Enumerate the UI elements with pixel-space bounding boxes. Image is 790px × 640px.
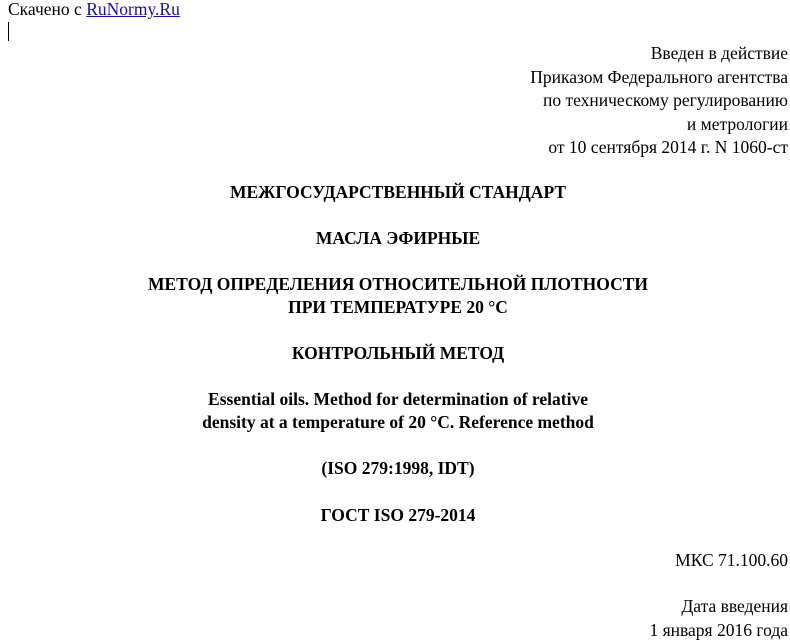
- approval-line-2: Приказом Федерального агентства: [530, 67, 788, 87]
- title-line-1: МАСЛА ЭФИРНЫЕ: [315, 228, 481, 248]
- title-line-4: КОНТРОЛЬНЫЙ МЕТОД: [291, 343, 505, 363]
- text-cursor: [8, 22, 9, 41]
- gost-code: ГОСТ ISO 279-2014: [320, 505, 476, 525]
- title-line-3: ПРИ ТЕМПЕРАТУРЕ 20 °С: [288, 297, 508, 317]
- source-link[interactable]: RuNormy.Ru: [86, 0, 180, 19]
- intro-date-value: 1 января 2016 года: [649, 620, 788, 640]
- source-prefix: Скачено с: [8, 0, 82, 19]
- iso-reference: (ISO 279:1998, IDT): [321, 458, 475, 478]
- english-title-line-2: density at a temperature of 20 °C. Reference method: [202, 412, 594, 432]
- standard-type-heading: МЕЖГОСУДАРСТВЕННЫЙ СТАНДАРТ: [229, 182, 567, 202]
- approval-line-4: и метрологии: [686, 114, 788, 134]
- source-line: [8, 0, 180, 19]
- title-line-2: МЕТОД ОПРЕДЕЛЕНИЯ ОТНОСИТЕЛЬНОЙ ПЛОТНОСТИ: [147, 274, 648, 294]
- approval-line-1: Введен в действие: [650, 43, 788, 63]
- mks-code: МКС 71.100.60: [675, 550, 788, 570]
- approval-line-3: по техническому регулированию: [542, 90, 788, 110]
- intro-date-label: Дата введения: [681, 596, 788, 616]
- approval-line-5: от 10 сентября 2014 г. N 1060-ст: [548, 137, 788, 157]
- english-title-line-1: Essential oils. Method for determination of relative: [208, 389, 588, 409]
